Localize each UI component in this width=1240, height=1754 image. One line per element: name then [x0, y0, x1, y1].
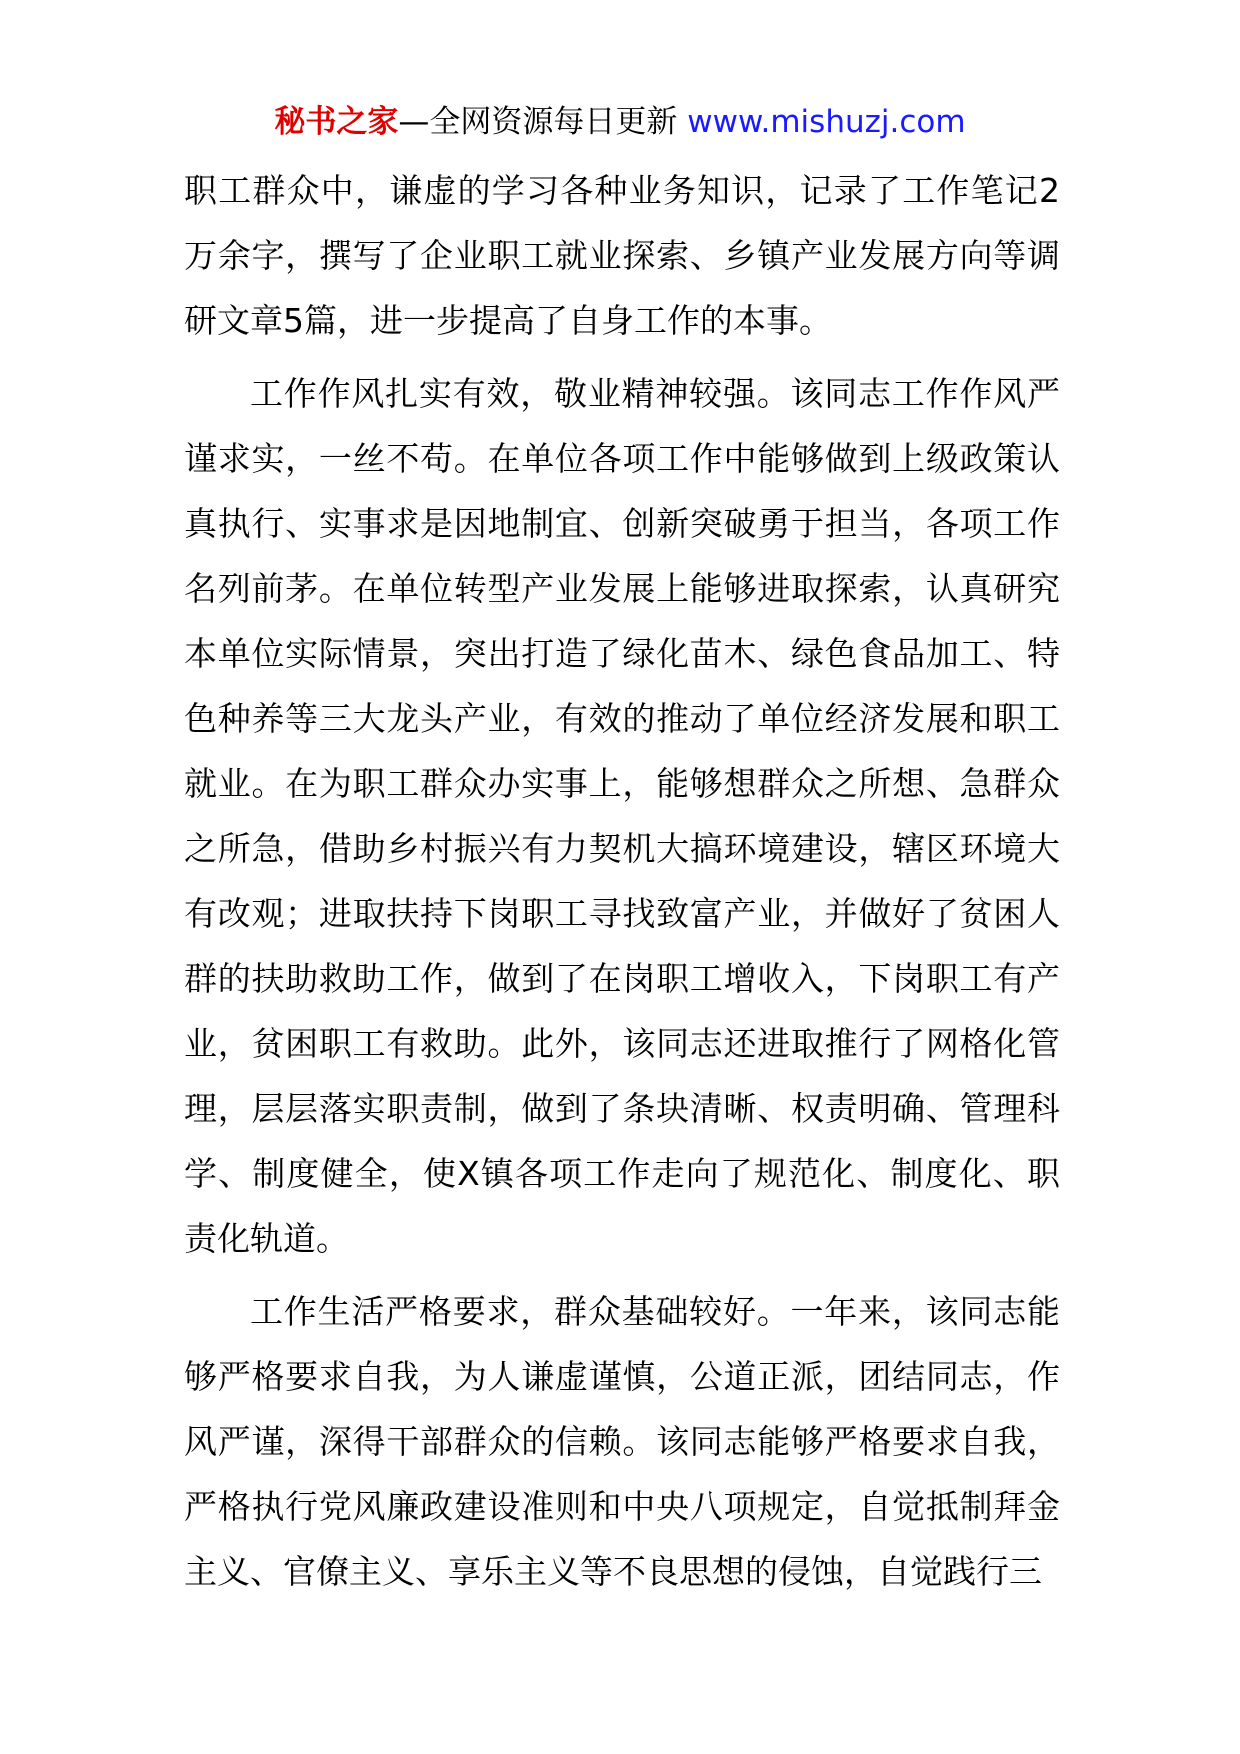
document-body: [184, 158, 1060, 1612]
paragraph-continued: 职工群众中，谦虚的学习各种业务知识，记录了工作笔记2万余字，撰写了企业职工就业探索、乡镇产业发展方向等调研文章5篇，进一步提高了自身工作的本事。: [184, 171, 1060, 340]
brand-name: 秘书之家: [274, 104, 399, 140]
paragraph-work-style: 工作作风扎实有效，敬业精神较强。该同志工作作风严谨求实，一丝不苟。在单位各项工作中能够做到上级政策认真执行、实事求是因地制宜、创新突破勇于担当，各项工作名列前茅。在单位转型产业发展上能够进取探索，认真研究本单位实际情景，突出打造了绿化苗木、绿色食品加工、特色种养等三大龙头产业，有效的推动了单位经济发展和职工就业。在为职工群众办实事上，能够想群众之所想、急群众之所急，借助乡村振兴有力契机大搞环境建设，辖区环境大有改观；进取扶持下岗职工寻找致富产业，并做好了贫困人群的扶助救助工作，做到了在岗职工增收入，下岗职工有产业，贫困职工有救助。此外，该同志还进取推行了网格化管理，层层落实职责制，做到了条块清晰、权责明确、管理科学、制度健全，使X镇各项工作走向了规范化、制度化、职责化轨道。: [184, 374, 1060, 1258]
header-tagline: —全网资源每日更新: [398, 104, 678, 140]
paragraph-self-discipline: 工作生活严格要求，群众基础较好。一年来，该同志能够严格要求自我，为人谦虚谨慎，公道正派，团结同志，作风严谨，深得干部群众的信赖。该同志能够严格要求自我，严格执行党风廉政建设准则和中央八项规定，自觉抵制拜金主义、官僚主义、享乐主义等不良思想的侵蚀，自觉践行三: [184, 1292, 1060, 1591]
page-header: [0, 100, 1240, 144]
site-url-link[interactable]: www.mishuzj.com: [687, 104, 966, 140]
